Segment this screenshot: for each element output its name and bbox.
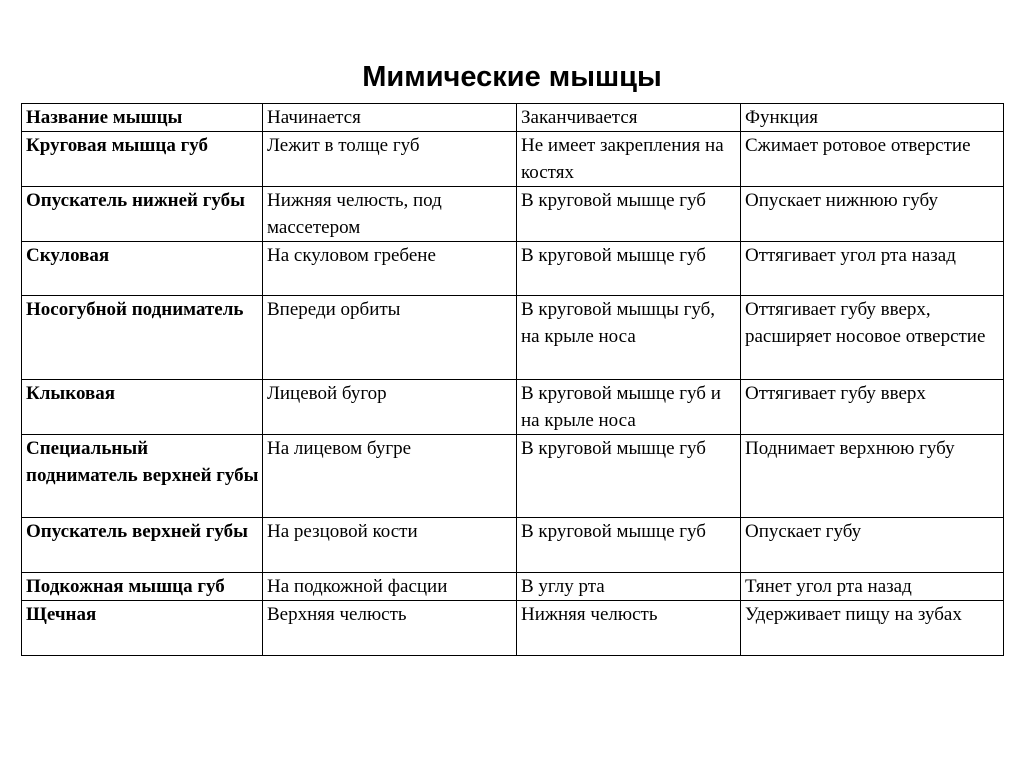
table-row [22, 296, 1004, 380]
cell-function: Оттягивает угол рта назад [741, 242, 1004, 296]
cell-end: Нижняя челюсть [517, 601, 741, 656]
header-function: Функция [741, 104, 1004, 132]
cell-function: Оттягивает губу вверх, расширяет носовое отверстие [741, 296, 1004, 380]
cell-end: В круговой мышце губ [517, 242, 741, 296]
cell-function: Удерживает пищу на зубах [741, 601, 1004, 656]
cell-muscle-name: Носогубной подниматель [22, 296, 263, 380]
table-row [22, 601, 1004, 656]
cell-muscle-name: Опускатель нижней губы [22, 187, 263, 242]
table-row [22, 573, 1004, 601]
table-row [22, 435, 1004, 518]
table-row [22, 187, 1004, 242]
cell-start: Нижняя челюсть, под массетером [263, 187, 517, 242]
cell-function: Опускает губу [741, 518, 1004, 573]
header-start: Начинается [263, 104, 517, 132]
cell-end: В круговой мышце губ [517, 518, 741, 573]
table-row [22, 380, 1004, 435]
page-title: Мимические мышцы [362, 61, 662, 94]
header-end: Заканчивается [517, 104, 741, 132]
table-row [22, 518, 1004, 573]
cell-muscle-name: Клыковая [22, 380, 263, 435]
cell-end: В круговой мышце губ [517, 435, 741, 518]
cell-start: Лицевой бугор [263, 380, 517, 435]
cell-end: В круговой мышце губ и на крыле носа [517, 380, 741, 435]
cell-muscle-name: Круговая мышца губ [22, 132, 263, 187]
cell-start: Верхняя челюсть [263, 601, 517, 656]
cell-end: В круговой мышцы губ, на крыле носа [517, 296, 741, 380]
cell-muscle-name: Скуловая [22, 242, 263, 296]
cell-start: На резцовой кости [263, 518, 517, 573]
cell-function: Поднимает верхнюю губу [741, 435, 1004, 518]
cell-start: Впереди орбиты [263, 296, 517, 380]
cell-function: Опускает нижнюю губу [741, 187, 1004, 242]
cell-start: На лицевом бугре [263, 435, 517, 518]
cell-end: В круговой мышце губ [517, 187, 741, 242]
table-header-row [22, 104, 1004, 132]
cell-muscle-name: Опускатель верхней губы [22, 518, 263, 573]
table-row [22, 242, 1004, 296]
cell-muscle-name: Щечная [22, 601, 263, 656]
cell-muscle-name: Подкожная мышца губ [22, 573, 263, 601]
muscles-table [21, 103, 1004, 656]
cell-function: Сжимает ротовое отверстие [741, 132, 1004, 187]
cell-start: На скуловом гребене [263, 242, 517, 296]
cell-end: Не имеет закрепления на костях [517, 132, 741, 187]
cell-function: Тянет угол рта назад [741, 573, 1004, 601]
cell-start: Лежит в толще губ [263, 132, 517, 187]
cell-muscle-name: Специальный подниматель верхней губы [22, 435, 263, 518]
header-name: Название мышцы [22, 104, 263, 132]
cell-start: На подкожной фасции [263, 573, 517, 601]
table-row [22, 132, 1004, 187]
cell-function: Оттягивает губу вверх [741, 380, 1004, 435]
cell-end: В углу рта [517, 573, 741, 601]
